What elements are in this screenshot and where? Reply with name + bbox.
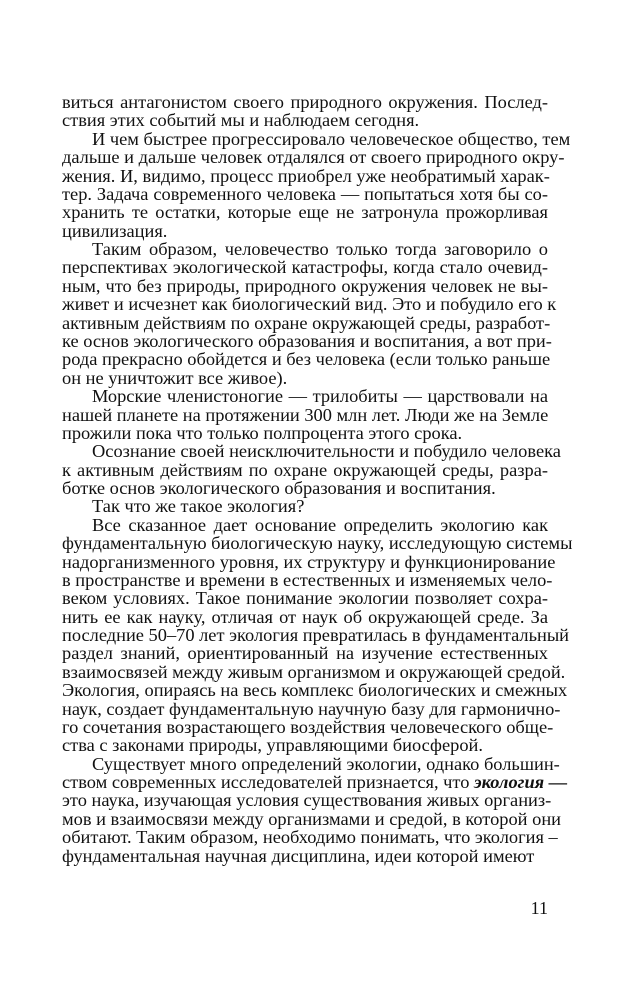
text-line: нить ее как науку, отличая от наук об окружающей среде. За: [62, 606, 548, 627]
text-line: Все сказанное дает основание определить экологию как: [92, 514, 548, 535]
text-line: [62, 772, 568, 793]
page-number: 11: [530, 898, 548, 918]
text-line: Экология, опираясь на весь комплекс биологических и смежных: [62, 680, 568, 701]
text-line: это наука, изучающая условия существования живых организ-: [62, 790, 552, 811]
text-line: тер. Задача современного человека — попытаться хотя бы со-: [62, 183, 548, 204]
text-line: ке основ экологического образования и воспитания, а вот при-: [62, 330, 552, 351]
text-line: И чем быстрее прогрессировало человеческое общество, тем: [92, 128, 571, 149]
text-line: Осознание своей неисключительности и побудило человека: [92, 441, 561, 462]
text-line: хранить те остатки, которые еще не затронула прожорливая: [62, 202, 548, 223]
text-line: ботке основ экологического образования и воспитания.: [62, 478, 496, 498]
text-line: последние 50–70 лет экология превратилась в фундаментальный: [62, 625, 570, 645]
text-line: фундаментальная научная дисциплина, идеи которой имеют: [62, 845, 535, 866]
text-line: виться антагонистом своего природного окружения. Послед-: [62, 92, 548, 112]
text-line: рода прекрасно обойдется и без человека (если только раньше: [62, 349, 551, 370]
text-line: мов и взаимосвязи между организмами и средой, в которой они: [62, 808, 561, 829]
text-line: прожили пока что только полпроцента этого срока.: [62, 422, 463, 443]
text-line: раздел знаний, ориентированный на изучение естественных: [62, 643, 548, 664]
text-line: жения. И, видимо, процесс приобрел уже необратимый харак-: [62, 165, 550, 186]
text-line: он не уничтожит все живое).: [62, 367, 288, 388]
text-line: Так что же такое экология?: [92, 496, 305, 517]
text-line: ства с законами природы, управляющими биосферой.: [62, 735, 483, 756]
text-line: Существует много определений экологии, однако большин-: [92, 753, 560, 774]
text-segment: ством современных исследователей признается, что: [62, 772, 475, 793]
text-line: Морские членистоногие — трилобиты — царствовали на: [92, 386, 548, 407]
text-line: нашей планете на протяжении 300 млн лет. Люди же на Земле: [62, 404, 549, 425]
text-line: фундаментальную биологическую науку, исследующую системы: [62, 533, 573, 554]
text-line: взаимосвязей между живым организмом и окружающей средой.: [62, 661, 566, 682]
text-line: го сочетания возрастающего воздействия человеческого обще-: [62, 716, 554, 737]
text-line: Таким образом, человечество только тогда заговорило о: [92, 239, 548, 259]
text-line: цивилизация.: [62, 220, 168, 241]
text-line: веком условиях. Такое понимание экологии позволяет сохра-: [62, 588, 548, 609]
text-line: ным, что без природы, природного окружения человек не вы-: [62, 275, 548, 296]
defined-term: экология —: [474, 772, 568, 793]
text-line: перспективах экологической катастрофы, когда стало очевид-: [62, 257, 548, 278]
text-line: к активным действиям по охране окружающей среды, разра-: [62, 459, 548, 480]
text-line: активным действиям по охране окружающей среды, разработ-: [62, 312, 551, 333]
text-line: обитают. Таким образом, необходимо понимать, что экология –: [62, 827, 558, 848]
text-line: в пространстве и времени в естественных и изменяемых чело-: [62, 569, 553, 590]
text-line: живет и исчезнет как биологический вид. Это и побудило его к: [62, 294, 557, 315]
text-line: ствия этих событий мы и наблюдаем сегодня.: [62, 110, 420, 131]
text-line: наук, создает фундаментальную научную базу для гармонично-: [62, 698, 561, 719]
text-line: надорганизменного уровня, их структуру и функционирование: [62, 551, 556, 572]
text-line: дальше и дальше человек отдалялся от своего природного окру-: [62, 147, 565, 168]
